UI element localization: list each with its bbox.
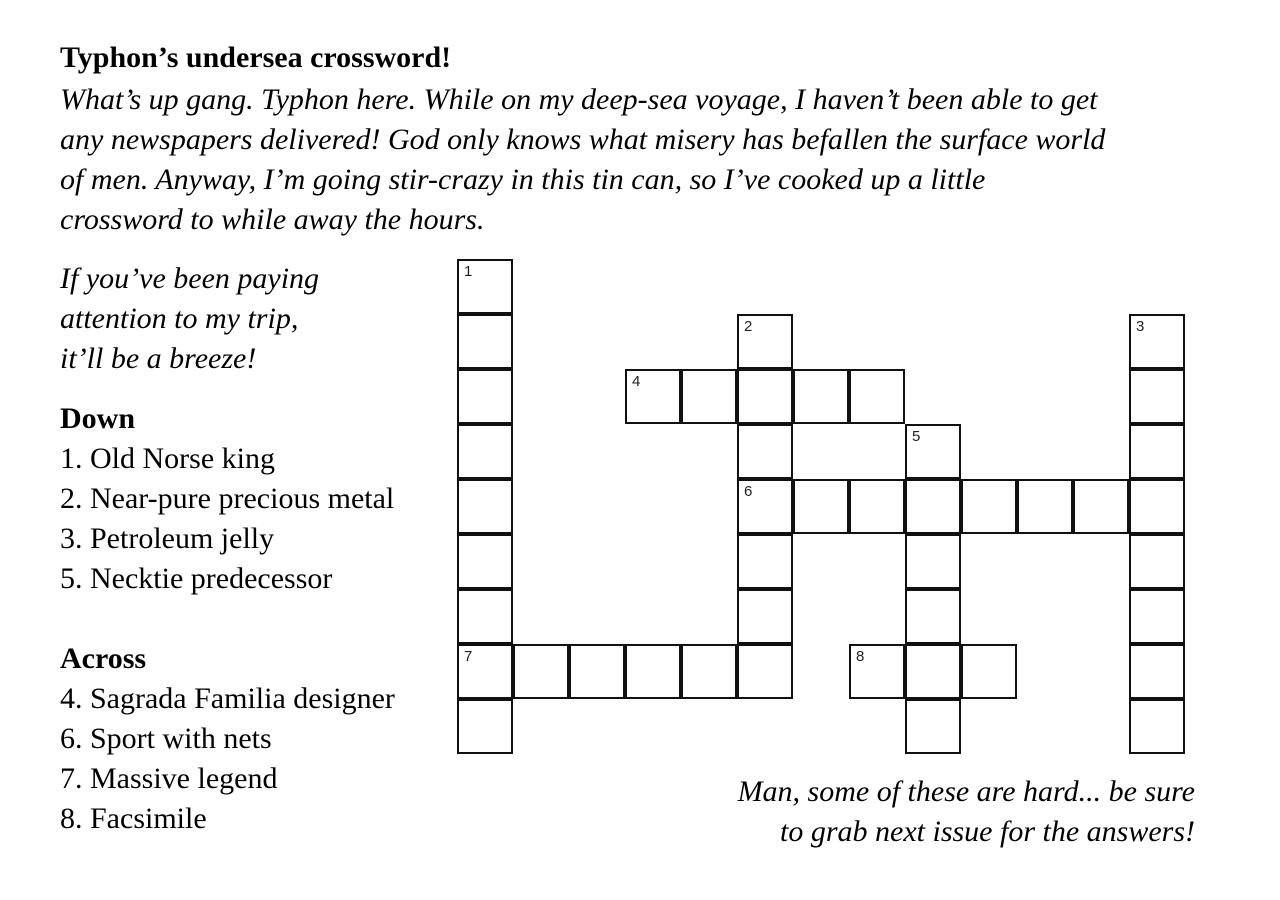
- puzzle-title: Typhon’s undersea crossword!: [60, 41, 452, 74]
- crossword-cell[interactable]: [457, 424, 513, 479]
- across-clue: 8. Facsimile: [60, 802, 207, 835]
- crossword-cell[interactable]: [1129, 314, 1185, 369]
- clue-number: 6: [744, 483, 753, 500]
- aside-line: attention to my trip,: [60, 302, 299, 335]
- crossword-cell[interactable]: [1129, 534, 1185, 589]
- crossword-cell[interactable]: [793, 479, 849, 534]
- down-clue: 3. Petroleum jelly: [60, 522, 275, 555]
- crossword-cell[interactable]: [737, 479, 793, 534]
- crossword-cell[interactable]: [1129, 479, 1185, 534]
- crossword-cell[interactable]: [905, 479, 961, 534]
- clue-number: 8: [856, 648, 865, 665]
- across-clue: 6. Sport with nets: [60, 722, 272, 755]
- crossword-cell[interactable]: [1017, 479, 1073, 534]
- clue-number: 4: [632, 373, 641, 390]
- crossword-cell[interactable]: [961, 644, 1017, 699]
- intro-line: any newspapers delivered! God only knows what misery has befallen the surface world: [60, 123, 1106, 156]
- crossword-cell[interactable]: [905, 699, 961, 754]
- crossword-cell[interactable]: [681, 644, 737, 699]
- crossword-cell[interactable]: [1129, 644, 1185, 699]
- intro-line: What’s up gang. Typhon here. While on my deep-sea voyage, I haven’t been able to get: [60, 83, 1098, 116]
- crossword-cell[interactable]: [737, 534, 793, 589]
- crossword-cell[interactable]: [1073, 479, 1129, 534]
- crossword-cell[interactable]: [737, 314, 793, 369]
- down-clues-list: [60, 439, 394, 599]
- aside-line: it’ll be a breeze!: [60, 342, 257, 375]
- across-clue: 7. Massive legend: [60, 762, 278, 795]
- crossword-cell[interactable]: [457, 699, 513, 754]
- crossword-cell[interactable]: [625, 644, 681, 699]
- crossword-cell[interactable]: [905, 424, 961, 479]
- clue-number: 1: [464, 263, 473, 280]
- crossword-cell[interactable]: [737, 369, 793, 424]
- crossword-cell[interactable]: [849, 369, 905, 424]
- crossword-cell[interactable]: [737, 589, 793, 644]
- clue-number: 2: [744, 318, 753, 335]
- crossword-cell[interactable]: [905, 589, 961, 644]
- crossword-cell[interactable]: [457, 369, 513, 424]
- intro-line: of men. Anyway, I’m going stir-crazy in this tin can, so I’ve cooked up a little: [60, 163, 986, 196]
- across-clues-heading: Across: [60, 642, 147, 675]
- crossword-cell[interactable]: [513, 644, 569, 699]
- aside-line: If you’ve been paying: [60, 262, 320, 295]
- down-clue: 2. Near-pure precious metal: [60, 482, 395, 515]
- crossword-cell[interactable]: [457, 259, 513, 314]
- crossword-cell[interactable]: [1129, 589, 1185, 644]
- footer-line: to grab next issue for the answers!: [780, 815, 1195, 848]
- crossword-cell[interactable]: [457, 314, 513, 369]
- intro-line: crossword to while away the hours.: [60, 203, 485, 236]
- crossword-cell[interactable]: [1129, 699, 1185, 754]
- clue-number: 3: [1136, 318, 1145, 335]
- down-clue: 5. Necktie predecessor: [60, 562, 333, 595]
- down-clue: 1. Old Norse king: [60, 442, 275, 475]
- crossword-cell[interactable]: [905, 534, 961, 589]
- crossword-cell[interactable]: [849, 479, 905, 534]
- crossword-cell[interactable]: [849, 644, 905, 699]
- crossword-cell[interactable]: [1129, 369, 1185, 424]
- across-clue: 4. Sagrada Familia designer: [60, 682, 395, 715]
- clue-number: 5: [912, 428, 921, 445]
- crossword-cell[interactable]: [737, 644, 793, 699]
- crossword-cell[interactable]: [681, 369, 737, 424]
- intro-paragraph: [60, 80, 1250, 240]
- crossword-cell[interactable]: [1129, 424, 1185, 479]
- crossword-cell[interactable]: [457, 589, 513, 644]
- crossword-cell[interactable]: [793, 369, 849, 424]
- crossword-cell[interactable]: [737, 424, 793, 479]
- crossword-cell[interactable]: [457, 644, 513, 699]
- crossword-cell[interactable]: [625, 369, 681, 424]
- clue-number: 7: [464, 648, 473, 665]
- crossword-cell[interactable]: [457, 479, 513, 534]
- crossword-grid: [457, 259, 1187, 753]
- aside-note: [60, 259, 319, 379]
- footer-line: Man, some of these are hard... be sure: [737, 775, 1195, 808]
- crossword-cell[interactable]: [569, 644, 625, 699]
- crossword-cell[interactable]: [961, 479, 1017, 534]
- crossword-cell[interactable]: [457, 534, 513, 589]
- down-clues-heading: Down: [60, 402, 136, 435]
- footer-note: [738, 772, 1195, 852]
- crossword-cell[interactable]: [905, 644, 961, 699]
- across-clues-list: [60, 679, 395, 839]
